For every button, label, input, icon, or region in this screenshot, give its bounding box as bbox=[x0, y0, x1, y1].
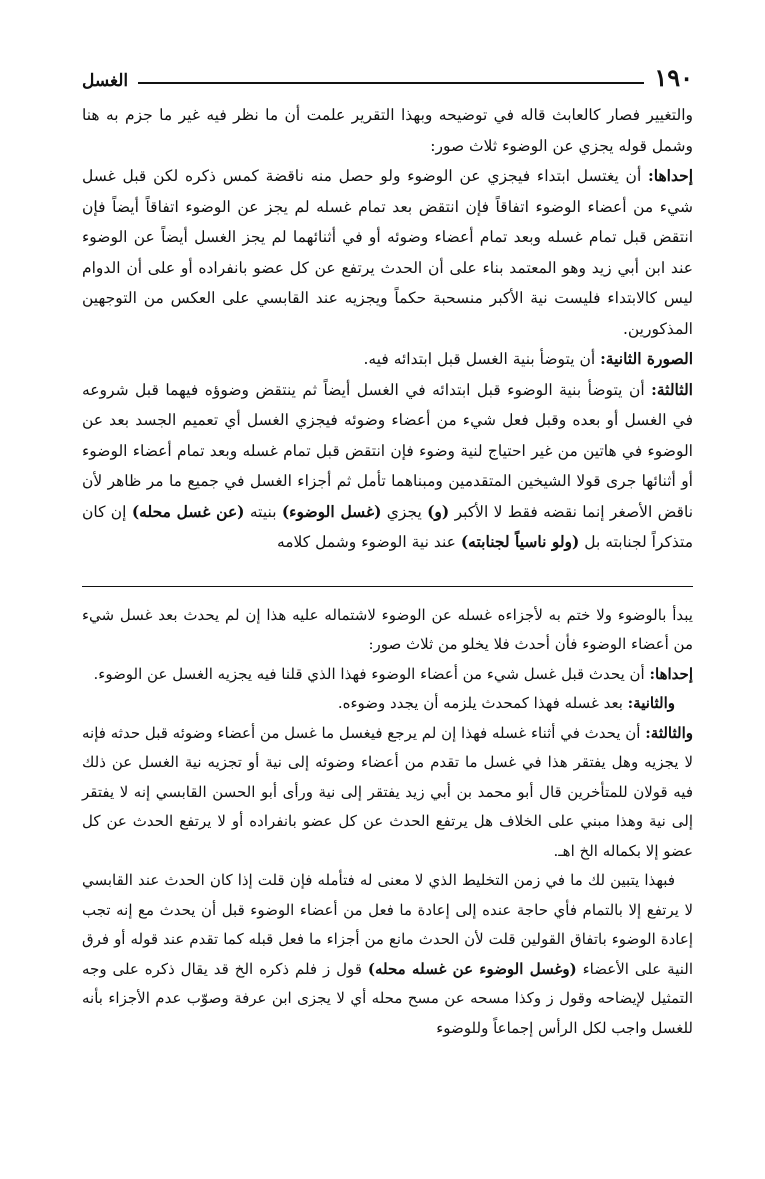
main-first-case-text: أن يغتسل ابتداء فيجزي عن الوضوء ولو حصل منه ناقضة كمس ذكره لكن قبل غسل شيء من أعضاء الوضوء اتفاقاً فإن انتقض بعد تمام غسله لم يجز عن الوضوء اتفاقاً أيضاً فإن انتقض قبل تمام غسله وبعد تمام أعضاء وضوئه أو في أثنائهما لم يجز الغسل أيضاً عن الوضوء عند ابن أبي زيد وهو المعتمد بناء على أن الحدث يرتفع عن كل عضو بانفراده أو على أن الدوام ليس كالابتداء فليست نية الأكبر منسحبة حكماً ويجزيه عند القابسي على العكس من التوجهين المذكورين. bbox=[82, 167, 693, 338]
running-title: الغسل bbox=[82, 71, 129, 91]
main-third-case-paragraph bbox=[82, 375, 693, 558]
main-second-case-text: أن يتوضأ بنية الغسل قبل ابتدائه فيه. bbox=[363, 350, 601, 368]
matn-quote-walaw-nasiyan: (ولو ناسياً لجنابته) bbox=[460, 532, 580, 551]
main-text bbox=[82, 100, 693, 558]
main-intro-paragraph: والتغيير فصار كالعابث قاله في توضيحه وبهذا التقرير علمت أن ما نظر فيه غير ما جزم به هنا وشمل قوله يجزي عن الوضوء ثلاث صور: bbox=[82, 106, 693, 155]
main-first-case-paragraph bbox=[82, 161, 693, 344]
notes-first-case-paragraph bbox=[82, 660, 693, 690]
matn-quote-an-ghusl-mahallih: (عن غسل محله) bbox=[131, 501, 245, 521]
footnote-text bbox=[82, 601, 693, 1044]
matn-quote-ghusl-wudu: (غسل الوضوء) bbox=[281, 501, 382, 521]
main-third-case-text-d: إن كان متذكراً لجنابته بل bbox=[82, 502, 693, 551]
main-third-case-text-a: أن يتوضأ بنية الوضوء قبل ابتدائه في الغسل أيضاً ثم ينتقض وضوؤه فيهما قبل شروعه في الغسل أو بعده وقبل فعل شيء من أعضاء وضوئه فيجزي الغسل أي تعميم الجسد بعد عن الوضوء في هاتين من غير احتياج لنية وضوء فإن انتقض قبل تمام غسله وبعد تمام أعضاء الوضوء أو أثنائها جرى قولا الشيخين المتقدمين ومبناهما تأمل ثم أجزاء الغسل في جميع ما مر ظاهر لأن ناقض الأصغر إنما نقضه فقط لا الأكبر bbox=[82, 380, 694, 521]
notes-closing-paragraph bbox=[82, 866, 693, 1043]
notes-intro-paragraph: يبدأ بالوضوء ولا ختم به لأجزاءه غسله عن الوضوء لاشتماله عليه هذا إن لم يحدث بعد غسل شيء من أعضاء الوضوء فأن أحدث فلا يخلو من ثلاث صور: bbox=[82, 605, 693, 653]
notes-second-case-label: والثانية: bbox=[627, 694, 675, 712]
header-rule bbox=[138, 82, 644, 84]
matn-quote-wa: (و) bbox=[427, 501, 450, 521]
notes-third-case-label: والثالثة: bbox=[645, 723, 693, 742]
notes-third-case-text: أن يحدث في أثناء غسله فهذا إن لم يرجع فيغسل ما غسل من أعضاء وضوئه قبل حدثه فإنه لا يجزيه وهل يفتقر هذا في غسل ما تقدم من أعضاء وضوئه إلى نية أو تجزيه نية الغسل عن ذلك فيه قولان للمتأخرين قال أبو محمد بن أبي زيد يفتقر إلى نية ورأى أبو الحسن القابسي إنه لا يفتقر إلى نية وهذا مبني على الخلاف هل يرتفع الحدث عن كل عضو بانفراده أو لا يرتفع الحدث عن كل عضو إلا بكماله الخ اهـ. bbox=[82, 723, 693, 860]
main-second-case-label: الصورة الثانية: bbox=[600, 349, 693, 368]
notes-first-case-text: أن يحدث قبل غسل شيء من أعضاء الوضوء فهذا الذي قلنا فيه يجزيه الغسل عن الوضوء. bbox=[93, 664, 650, 683]
notes-second-case-paragraph bbox=[82, 689, 693, 719]
footnote-separator bbox=[82, 586, 693, 587]
main-second-case-paragraph bbox=[82, 344, 693, 375]
main-third-case-label: الثالثة: bbox=[651, 379, 693, 399]
matn-quote-ghusl-wudu-mahall: (وغسل الوضوء عن غسله محله) bbox=[367, 959, 577, 978]
main-third-case-text-e: عند نية الوضوء وشمل كلامه bbox=[276, 533, 461, 551]
main-third-case-text-b: يجزي bbox=[381, 502, 428, 521]
notes-closing-text-a: فبهذا يتبين لك ما في زمن التخليط الذي لا معنى له فتأمله فإن قلت إذا كان الحدث عند القابسي لا يرتفع إلا بالتمام فأي حاجة عنده إلى إعادة ما فعل من أعضاء الوضوء قبل أن يحدث مع إنه تجب إعادة الوضوء باتفاق القولين قلت لأن الحدث مانع من أجزاء ما فعل قبله كما تقدم عند قوله أو فرق النية على الأعضاء bbox=[82, 871, 694, 978]
notes-third-case-paragraph bbox=[82, 719, 693, 867]
notes-first-case-label: إحداها: bbox=[649, 664, 693, 683]
main-first-case-label: إحداها: bbox=[648, 166, 693, 185]
notes-second-case-text: بعد غسله فهذا كمحدث يلزمه أن يجدد وضوءه. bbox=[337, 694, 628, 712]
page-header bbox=[82, 50, 693, 90]
notes-closing-text-b: قول ز فلم ذكره الخ قد يقال ذكره على وجه التمثيل لإيضاحه وقول ز وكذا مسحه عن مسح محله أي لا يجزى ابن عرفة وصوّب عدم الأجزاء بأنه للغسل واجب لكل الرأس إجماعاً وللوضوء bbox=[82, 959, 693, 1037]
main-third-case-text-c: بنيته bbox=[244, 502, 282, 521]
page-number: ١٩٠ bbox=[654, 63, 693, 92]
